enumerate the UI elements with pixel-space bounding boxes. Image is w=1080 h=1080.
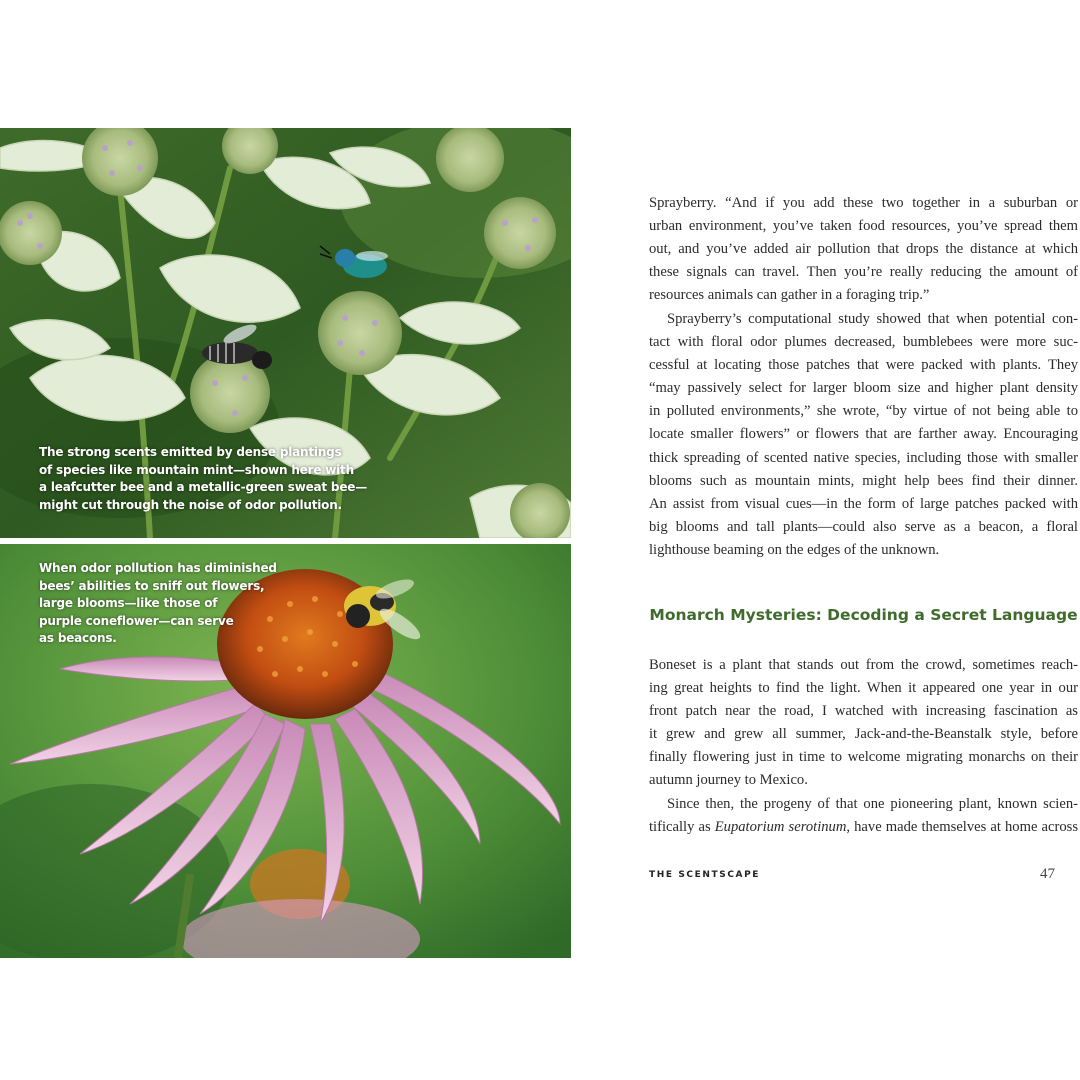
text-line: tact with floral odor plumes decreased, bumblebees were more suc- — [649, 334, 1078, 351]
text-line: it grew and grew all summer, Jack-and-the-Beanstalk style, before — [649, 726, 1078, 743]
text-line: Since then, the progeny of that one pioneering plant, known scien- — [667, 796, 1078, 812]
text-line — [649, 816, 1078, 839]
text-line: big blooms and tall plants—could also serve as a beacon, a floral — [649, 518, 1078, 535]
text-line: lighthouse beaming on the edges of the unknown. — [649, 541, 940, 558]
caption-line: When odor pollution has diminished — [39, 561, 277, 575]
running-footer: THE SCENTSCAPE — [649, 870, 761, 880]
caption-line: purple coneflower—can serve — [39, 613, 234, 628]
text-line: in polluted environments,” she wrote, “by virtue of not being able to — [649, 403, 1078, 420]
text-line: Sprayberry. “And if you add these two together in a suburban or — [649, 195, 1078, 211]
caption-line: of species like mountain mint—shown here with — [39, 462, 354, 477]
body-paragraph — [649, 793, 1078, 839]
coneflower-caption — [39, 560, 277, 648]
text-line: ing great heights to find the light. When it appeared one year in our — [649, 680, 1078, 697]
body-paragraph — [649, 192, 1078, 307]
text-line: autumn journey to Mexico. — [649, 772, 808, 789]
text-line: Sprayberry’s computational study showed that when potential con- — [667, 311, 1078, 327]
text-fragment: , have made themselves at home across — [846, 819, 1078, 836]
text-line: “may passively select for larger bloom size and higher plant density — [649, 380, 1078, 397]
text-line: An assist from visual cues—in the form of large patches packed with — [649, 495, 1078, 512]
text-line: blooms such as mountain mints, might help bees find their dinner. — [649, 472, 1078, 489]
text-line: Boneset is a plant that stands out from the crowd, sometimes reach- — [649, 657, 1078, 673]
page-number: 47 — [1040, 866, 1055, 882]
text-line: finally flowering just in time to welcome migrating monarchs on their — [649, 749, 1078, 766]
text-line: locate smaller flowers” or flowers that are farther away. Encouraging — [649, 426, 1078, 443]
text-line: urban environment, you’ve taken food resources, you’ve spread them — [649, 218, 1078, 235]
text-line: cessful at locating those patches that were packed with plants. They — [649, 357, 1078, 374]
text-line: thick spreading of scented native species, including those with smaller — [649, 449, 1078, 466]
caption-line: as beacons. — [39, 631, 117, 645]
text-fragment: tifically as — [649, 819, 715, 836]
text-line: front patch near the road, I watched with increasing fascination as — [649, 703, 1078, 720]
body-paragraph — [649, 654, 1078, 793]
caption-line: might cut through the noise of odor pollution. — [39, 497, 342, 512]
mountain-mint-caption — [39, 444, 367, 514]
caption-line: The strong scents emitted by dense plantings — [39, 445, 342, 459]
text-line: out, and you’ve added air pollution that drops the distance at which — [649, 241, 1078, 258]
section-heading: Monarch Mysteries: Decoding a Secret Language — [649, 606, 1078, 624]
caption-line: bees’ abilities to sniff out flowers, — [39, 578, 265, 593]
body-paragraph — [649, 308, 1078, 562]
species-name: Eupatorium serotinum — [714, 819, 847, 836]
text-line: resources animals can gather in a foraging trip.” — [649, 287, 930, 304]
caption-line: large blooms—like those of — [39, 596, 218, 610]
caption-line: a leafcutter bee and a metallic-green sweat bee— — [39, 480, 367, 494]
text-line: these signals can travel. Then you’re really reducing the amount of — [649, 264, 1078, 281]
